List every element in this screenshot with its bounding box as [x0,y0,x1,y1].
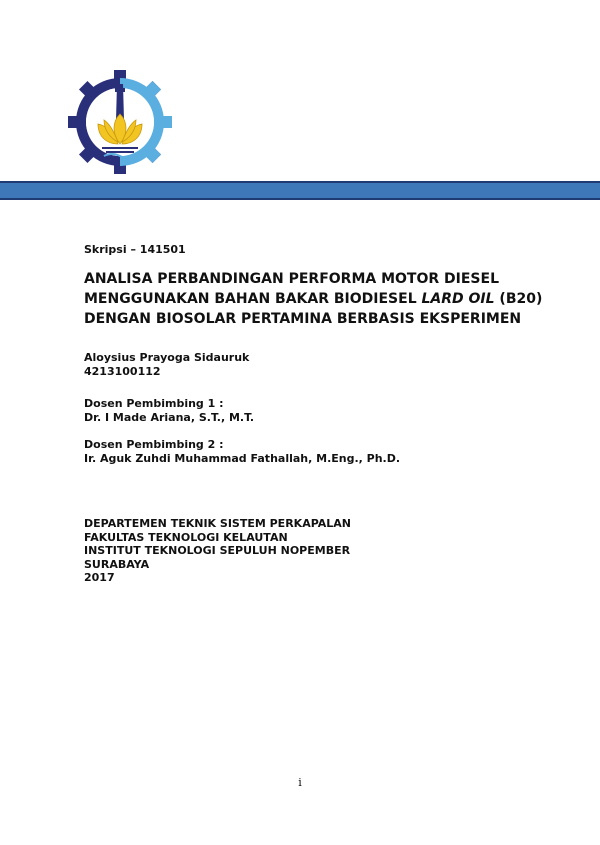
supervisor-1-block [84,397,564,424]
title-line-2-suffix: (B20) [494,291,543,307]
author-name: Aloysius Prayoga Sidauruk [84,351,250,364]
title-line-1: ANALISA PERBANDINGAN PERFORMA MOTOR DIESEL [84,271,499,287]
title-line-3: DENGAN BIOSOLAR PERTAMINA BERBASIS EKSPERIMEN [84,311,522,327]
faculty-name: FAKULTAS TEKNOLOGI KELAUTAN [84,530,288,544]
band-bottom-rule [0,198,600,200]
cover-content [84,243,564,585]
document-code: Skripsi – 141501 [84,243,186,256]
author-block [84,351,564,378]
page-number: i [298,776,302,789]
city-name: SURABAYA [84,557,150,571]
department-name: DEPARTEMEN TEKNIK SISTEM PERKAPALAN [84,517,352,530]
supervisor-1-label: Dosen Pembimbing 1 : [84,397,224,410]
header-band [0,181,600,202]
its-logo-icon [68,70,172,174]
author-nrp: 4213100112 [84,364,161,378]
band-fill [0,183,600,198]
year: 2017 [84,571,115,584]
supervisor-2-name: Ir. Aguk Zuhdi Muhammad Fathallah, M.Eng., Ph.D. [84,451,401,465]
institution-block [84,517,564,585]
supervisor-1-name: Dr. I Made Ariana, S.T., M.T. [84,410,255,424]
supervisor-2-label: Dosen Pembimbing 2 : [84,438,224,451]
supervisor-2-block [84,438,564,465]
title-line-2-prefix: MENGGUNAKAN BAHAN BAKAR BIODIESEL [84,291,422,307]
title-line-2 [84,289,564,309]
university-name: INSTITUT TEKNOLOGI SEPULUH NOPEMBER [84,544,351,557]
document-title [84,269,564,329]
title-line-2-italic: LARD OIL [421,291,495,307]
